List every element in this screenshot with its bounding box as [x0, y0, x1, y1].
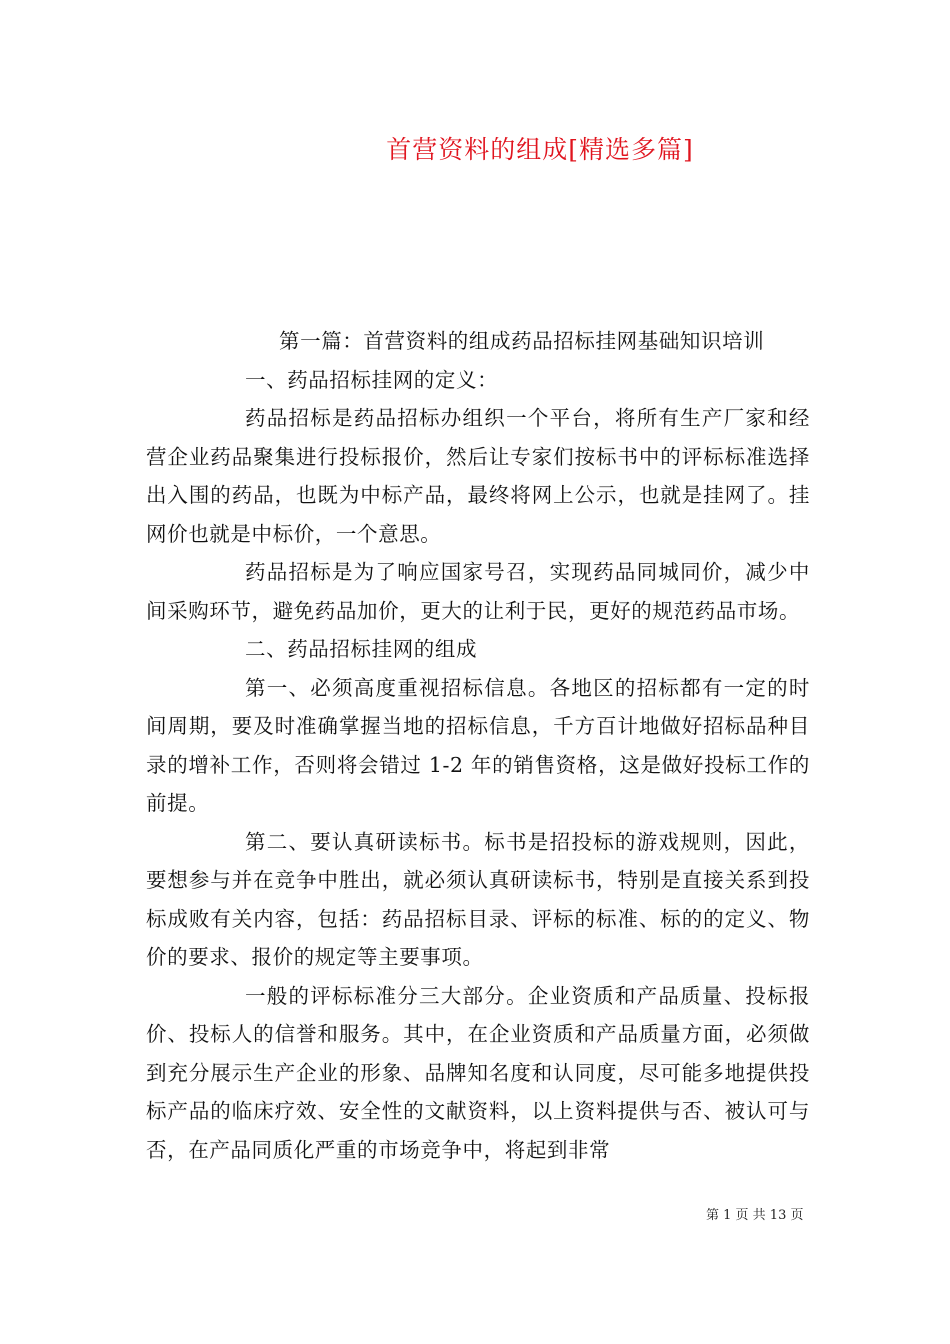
page-number: 第 1 页 共 13 页: [706, 1208, 804, 1223]
page-title: 首营资料的组成[精选多篇]: [386, 135, 694, 164]
paragraph: 药品招标是药品招标办组织一个平台，将所有生产厂家和经营企业药品聚集进行投标报价，然后让专家们按标书中的评标标准选择出入围的药品，也既为中标产品，最终将网上公示，也就是挂网了。挂网价也就是中标价，一个意思。: [146, 406, 810, 546]
section-heading-definition: 一、药品招标挂网的定义：: [245, 367, 499, 392]
paragraph: 一般的评标标准分三大部分。企业资质和产品质量、投标报价、投标人的信誉和服务。其中，在企业资质和产品质量方面，必须做到充分展示生产企业的形象、品牌知名度和认同度，尽可能多地提供投标产品的临床疗效、安全性的文献资料，以上资料提供与否、被认可与否，在产品同质化严重的市场竞争中，将起到非常: [146, 983, 810, 1162]
paragraph: 药品招标是为了响应国家号召，实现药品同城同价，减少中间采购环节，避免药品加价，更大的让利于民，更好的规范药品市场。: [146, 560, 810, 623]
document-subtitle: 第一篇：首营资料的组成药品招标挂网基础知识培训: [279, 329, 765, 353]
section-heading-composition: 二、药品招标挂网的组成: [245, 637, 478, 661]
document-body: [146, 322, 810, 1169]
paragraph: 第一、必须高度重视招标信息。各地区的招标都有一定的时间周期，要及时准确掌握当地的招标信息，千方百计地做好招标品种目录的增补工作，否则将会错过 1-2 年的销售资格，这是做好投标工作的前提。: [146, 675, 810, 815]
paragraph: 第二、要认真研读标书。标书是招投标的游戏规则，因此，要想参与并在竞争中胜出，就必须认真研读标书，特别是直接关系到投标成败有关内容，包括：药品招标目录、评标的标准、标的的定义、物价的要求、报价的规定等主要事项。: [146, 829, 810, 969]
